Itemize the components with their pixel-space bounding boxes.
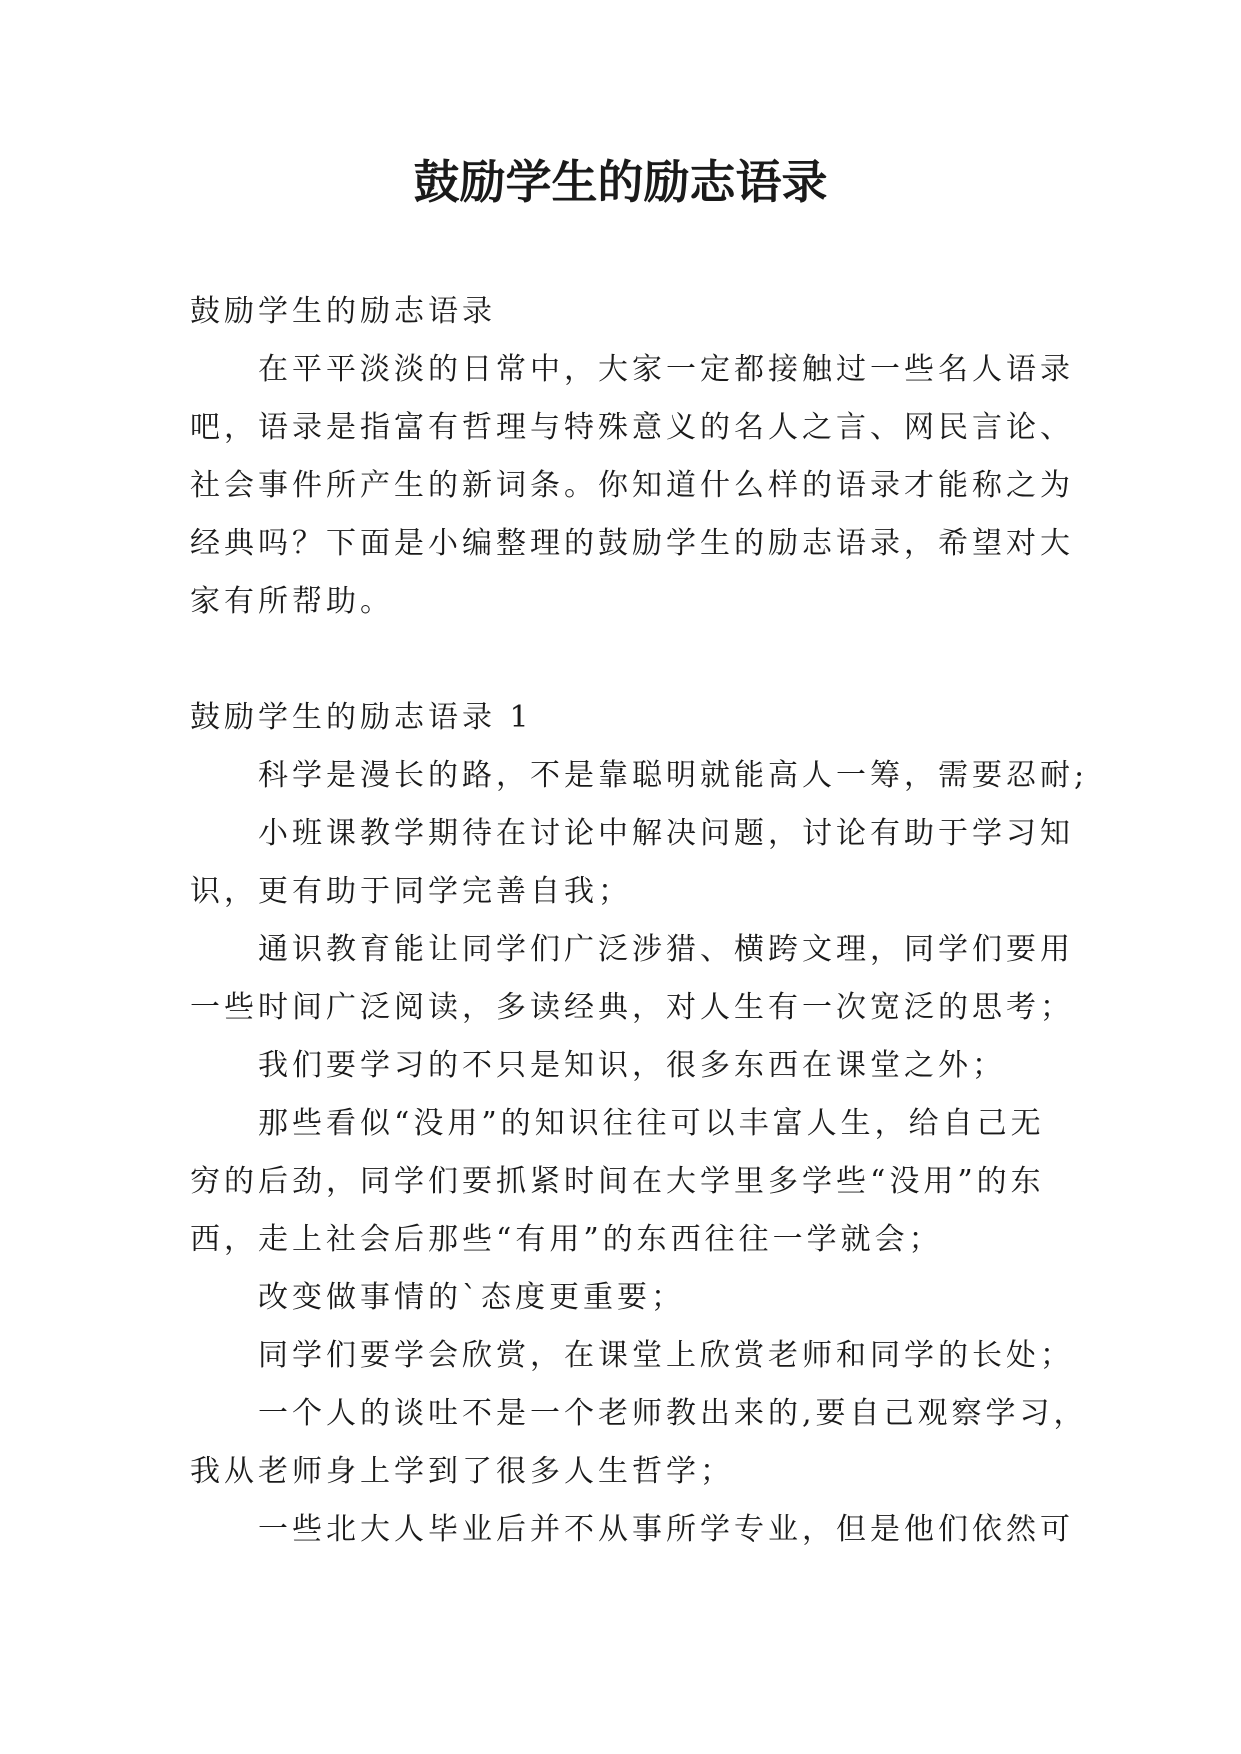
quote-line: 改变做事情的`态度更重要；	[258, 1280, 685, 1315]
paragraph-line: 经典吗？下面是小编整理的鼓励学生的励志语录，希望对大	[190, 526, 1074, 561]
document-body	[190, 283, 1089, 1559]
section-heading: 鼓励学生的励志语录 1	[190, 700, 533, 735]
paragraph-spacer	[190, 631, 1080, 689]
quote-line: 小班课教学期待在讨论中解决问题，讨论有助于学习知	[258, 816, 1074, 851]
document-title: 鼓励学生的励志语录	[413, 155, 828, 209]
paragraph-line: 家有所帮助。	[190, 584, 394, 619]
paragraph-line: 吧，语录是指富有哲理与特殊意义的名人之言、网民言论、	[190, 410, 1074, 445]
quote-line: 穷的后劲，同学们要抓紧时间在大学里多学些“没用”的东	[190, 1164, 1045, 1199]
quote-line: 我们要学习的不只是知识，很多东西在课堂之外；	[258, 1048, 1006, 1083]
quote-line: 科学是漫长的路，不是靠聪明就能高人一筹，需要忍耐;	[258, 758, 1089, 793]
quote-line: 一些时间广泛阅读，多读经典，对人生有一次宽泛的思考；	[190, 990, 1074, 1025]
quote-line: 西，走上社会后那些“有用”的东西往往一学就会；	[190, 1222, 943, 1257]
paragraph-line: 社会事件所产生的新词条。你知道什么样的语录才能称之为	[190, 468, 1074, 503]
paragraph-line: 在平平淡淡的日常中，大家一定都接触过一些名人语录	[258, 352, 1074, 387]
quote-line: 那些看似“没用”的知识往往可以丰富人生，给自己无	[258, 1106, 1045, 1141]
document-subtitle: 鼓励学生的励志语录	[190, 294, 496, 329]
quote-line: 一个人的谈吐不是一个老师教出来的,要自己观察学习，	[258, 1396, 1088, 1431]
quote-line: 我从老师身上学到了很多人生哲学；	[190, 1454, 734, 1489]
quote-line: 一些北大人毕业后并不从事所学专业，但是他们依然可	[258, 1512, 1074, 1547]
quote-line: 识，更有助于同学完善自我；	[190, 874, 632, 909]
quote-line: 通识教育能让同学们广泛涉猎、横跨文理，同学们要用	[258, 932, 1074, 967]
quote-line: 同学们要学会欣赏，在课堂上欣赏老师和同学的长处；	[258, 1338, 1074, 1373]
